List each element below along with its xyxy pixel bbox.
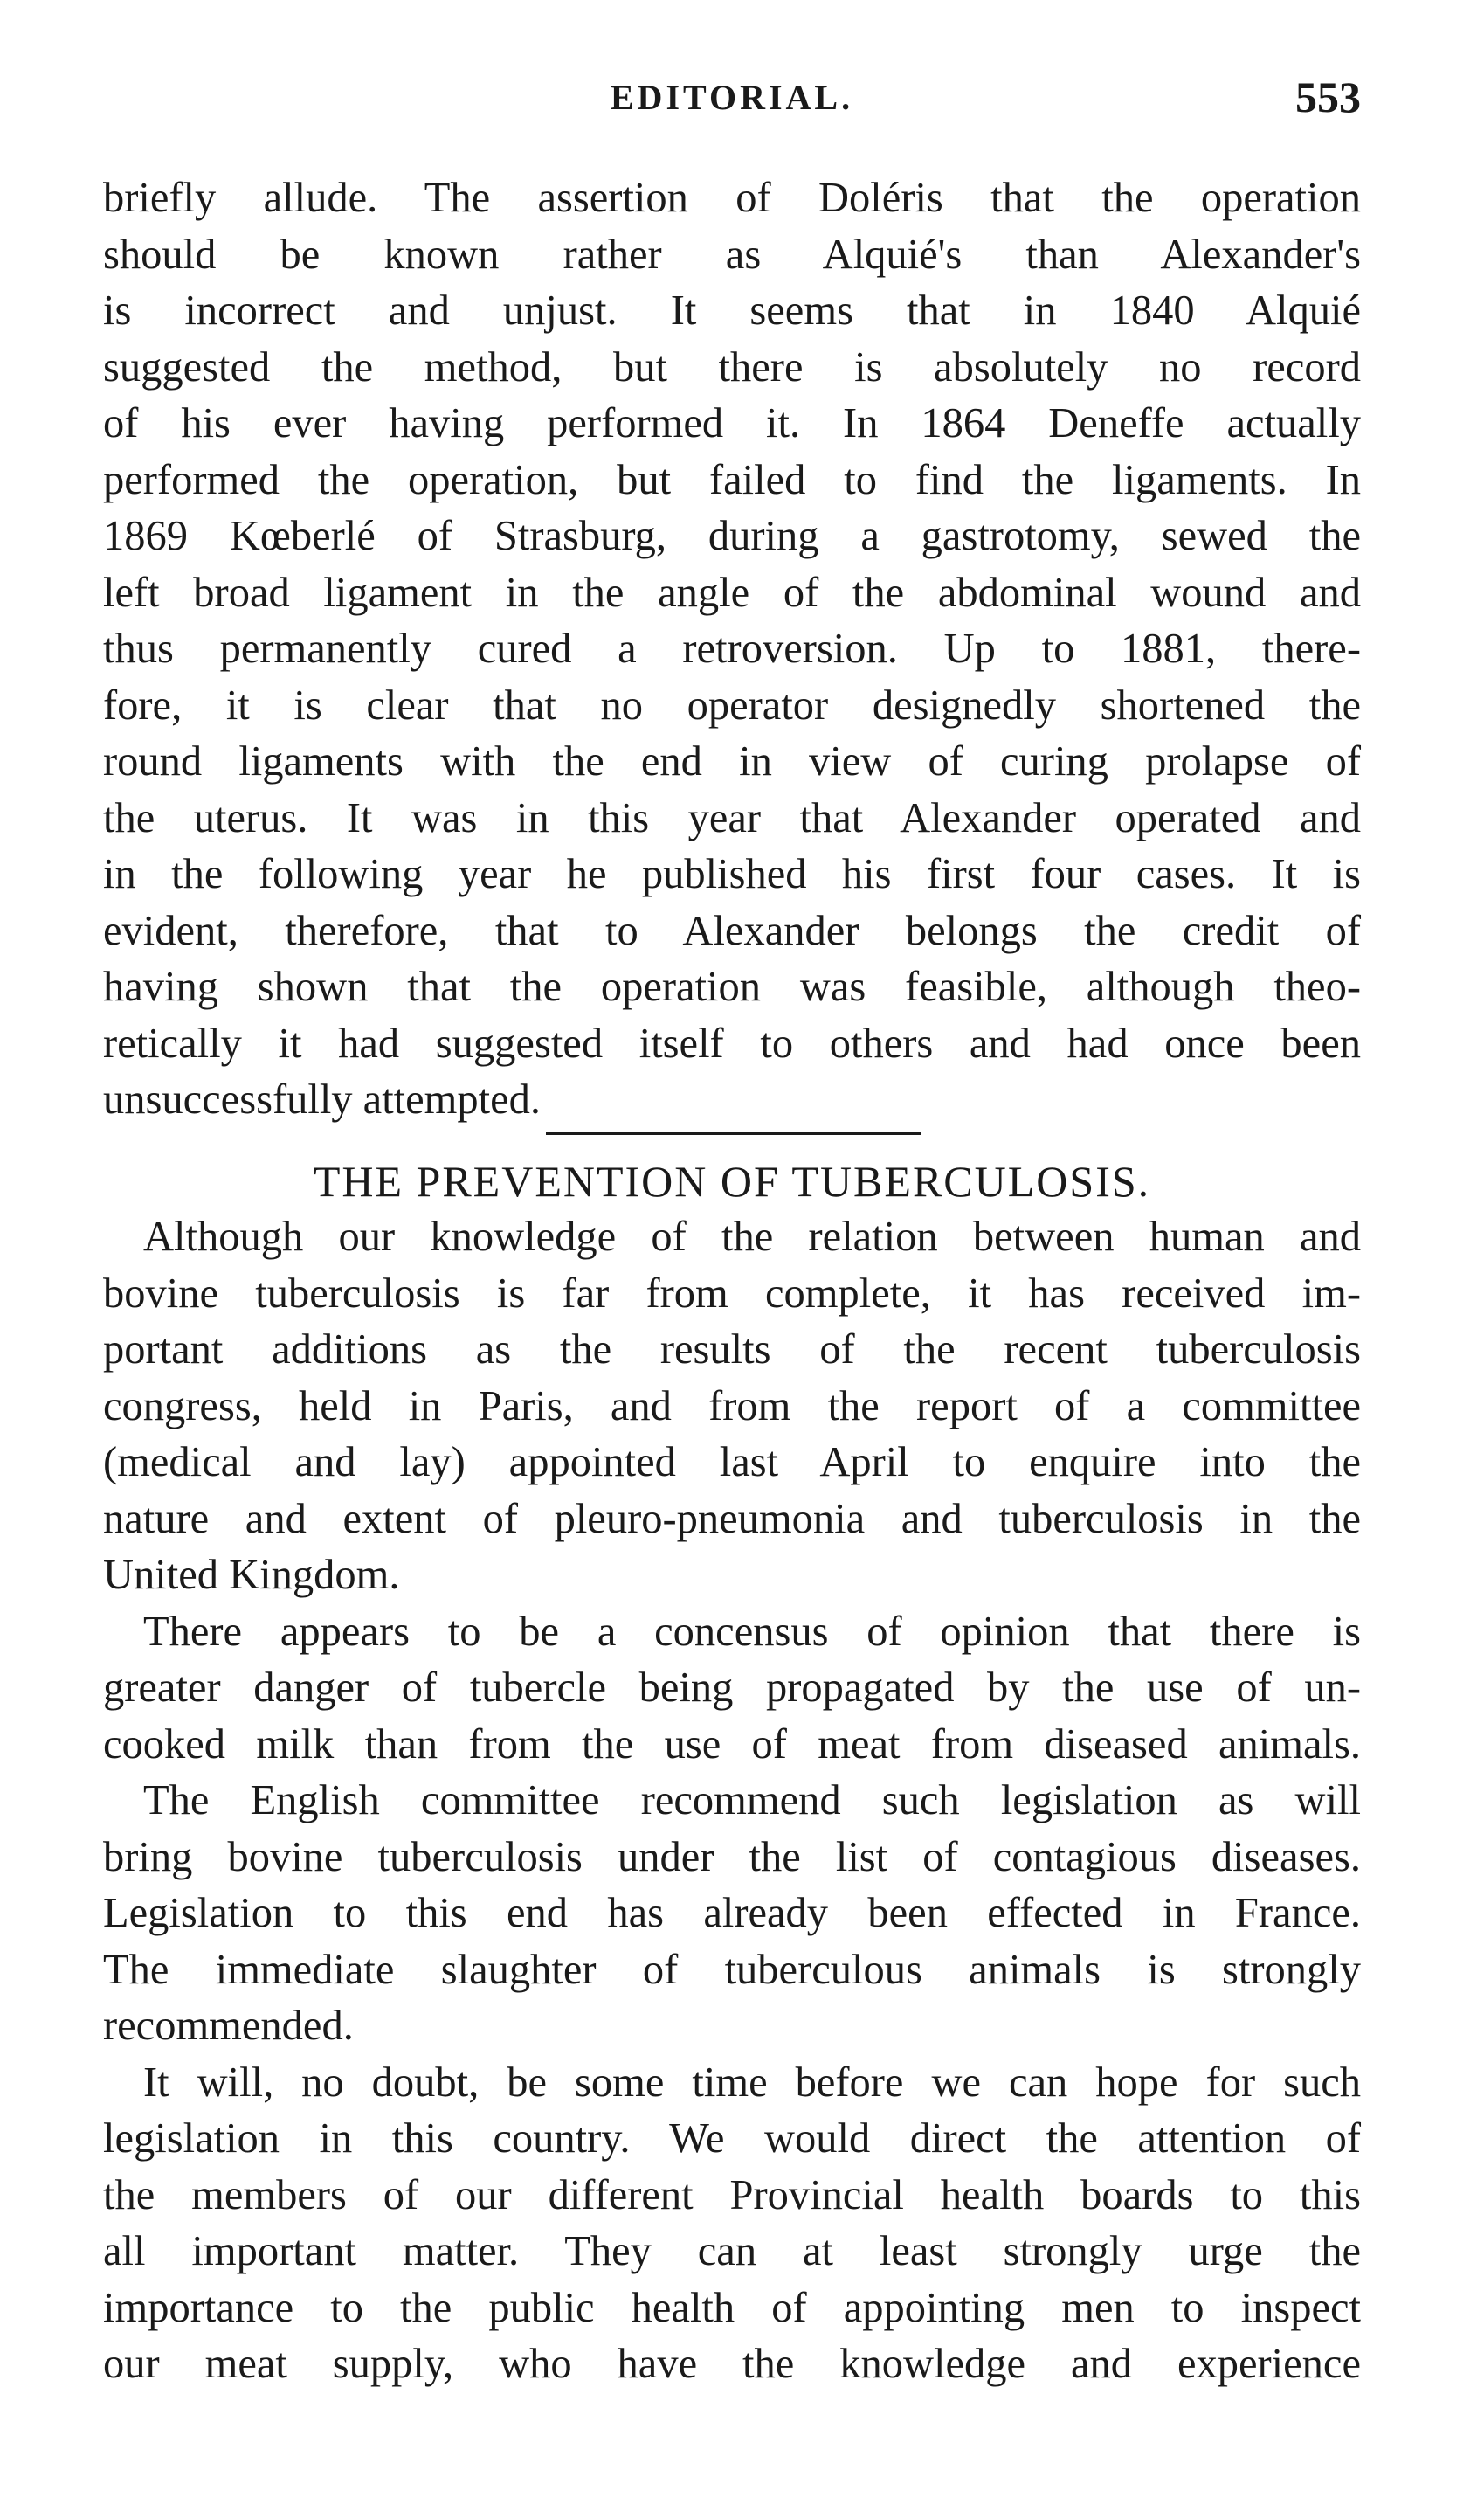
article-body — [103, 1209, 1361, 2393]
text-line: the uterus. It was in this year that Alexander operated and — [103, 794, 1361, 841]
text-line: (medical and lay) appointed last April to enquire into the — [103, 1439, 1361, 1485]
text-line: United Kingdom. — [103, 1552, 400, 1598]
text-line: fore, it is clear that no operator designedly shortened the — [103, 682, 1361, 729]
text-line: having shown that the operation was feasible, although theo- — [103, 964, 1361, 1010]
text-line: unsuccessfully attempted. — [103, 1076, 542, 1123]
text-line: evident, therefore, that to Alexander belongs the credit of — [103, 907, 1361, 954]
running-title: EDITORIAL. — [610, 78, 854, 117]
text-line: Although our knowledge of the relation between human and — [143, 1214, 1361, 1260]
text-line: greater danger of tubercle being propagated by the use of un- — [103, 1664, 1361, 1711]
text-line: left broad ligament in the angle of the abdominal wound and — [103, 569, 1361, 616]
text-line: should be known rather as Alquié's than Alexander's — [103, 231, 1361, 278]
text-line: congress, held in Paris, and from the report of a committee — [103, 1382, 1361, 1429]
text-line: suggested the method, but there is absolutely no record — [103, 343, 1361, 391]
text-line: The English committee recommend such legislation as will — [143, 1777, 1361, 1823]
continued-paragraph — [103, 170, 1361, 1129]
section-divider — [546, 1132, 921, 1135]
text-line: of his ever having performed it. In 1864 Deneffe actually — [103, 400, 1361, 446]
text-line: bovine tuberculosis is far from complete, it has received im- — [103, 1270, 1361, 1317]
text-line: the members of our different Provincial health boards to this — [103, 2171, 1361, 2218]
text-line: Legislation to this end has already been effected in France. — [103, 1890, 1361, 1936]
text-line: cooked milk than from the use of meat from diseased animals. — [103, 1720, 1361, 1768]
text-line: portant additions as the results of the recent tuberculosis — [103, 1326, 1361, 1373]
text-line: recommended. — [103, 2003, 354, 2049]
text-line: thus permanently cured a retroversion. Up to 1881, there- — [103, 626, 1361, 672]
text-line: our meat supply, who have the knowledge and experience — [103, 2341, 1361, 2387]
text-line: retically it had suggested itself to others and had once been — [103, 1020, 1361, 1067]
text-line: in the following year he published his first four cases. It is — [103, 851, 1361, 897]
text-line: all important matter. They can at least strongly urge the — [103, 2228, 1361, 2274]
text-line: round ligaments with the end in view of curing prolapse of — [103, 738, 1361, 785]
text-line: It will, no doubt, be some time before we can hope for such — [143, 2059, 1361, 2106]
text-line: bring bovine tuberculosis under the list of contagious diseases. — [103, 1833, 1361, 1880]
text-line: legislation in this country. We would direct the attention of — [103, 2115, 1361, 2162]
section-heading: THE PREVENTION OF TUBERCULOSIS. — [313, 1157, 1151, 1206]
text-line: 1869 Kœberlé of Strasburg, during a gastrotomy, sewed the — [103, 513, 1361, 559]
text-line: importance to the public health of appointing men to inspect — [103, 2284, 1361, 2331]
text-line: briefly allude. The assertion of Doléris that the operation — [103, 175, 1361, 221]
text-line: nature and extent of pleuro-pneumonia and tuberculosis in the — [103, 1495, 1361, 1542]
text-line: performed the operation, but failed to find the ligaments. In — [103, 456, 1361, 503]
text-line: The immediate slaughter of tuberculous animals is strongly — [103, 1946, 1361, 1993]
page-number: 553 — [1295, 73, 1361, 121]
text-line: is incorrect and unjust. It seems that in 1840 Alquié — [103, 287, 1361, 334]
running-head — [103, 73, 1361, 129]
text-line: There appears to be a concensus of opinion that there is — [143, 1608, 1361, 1655]
